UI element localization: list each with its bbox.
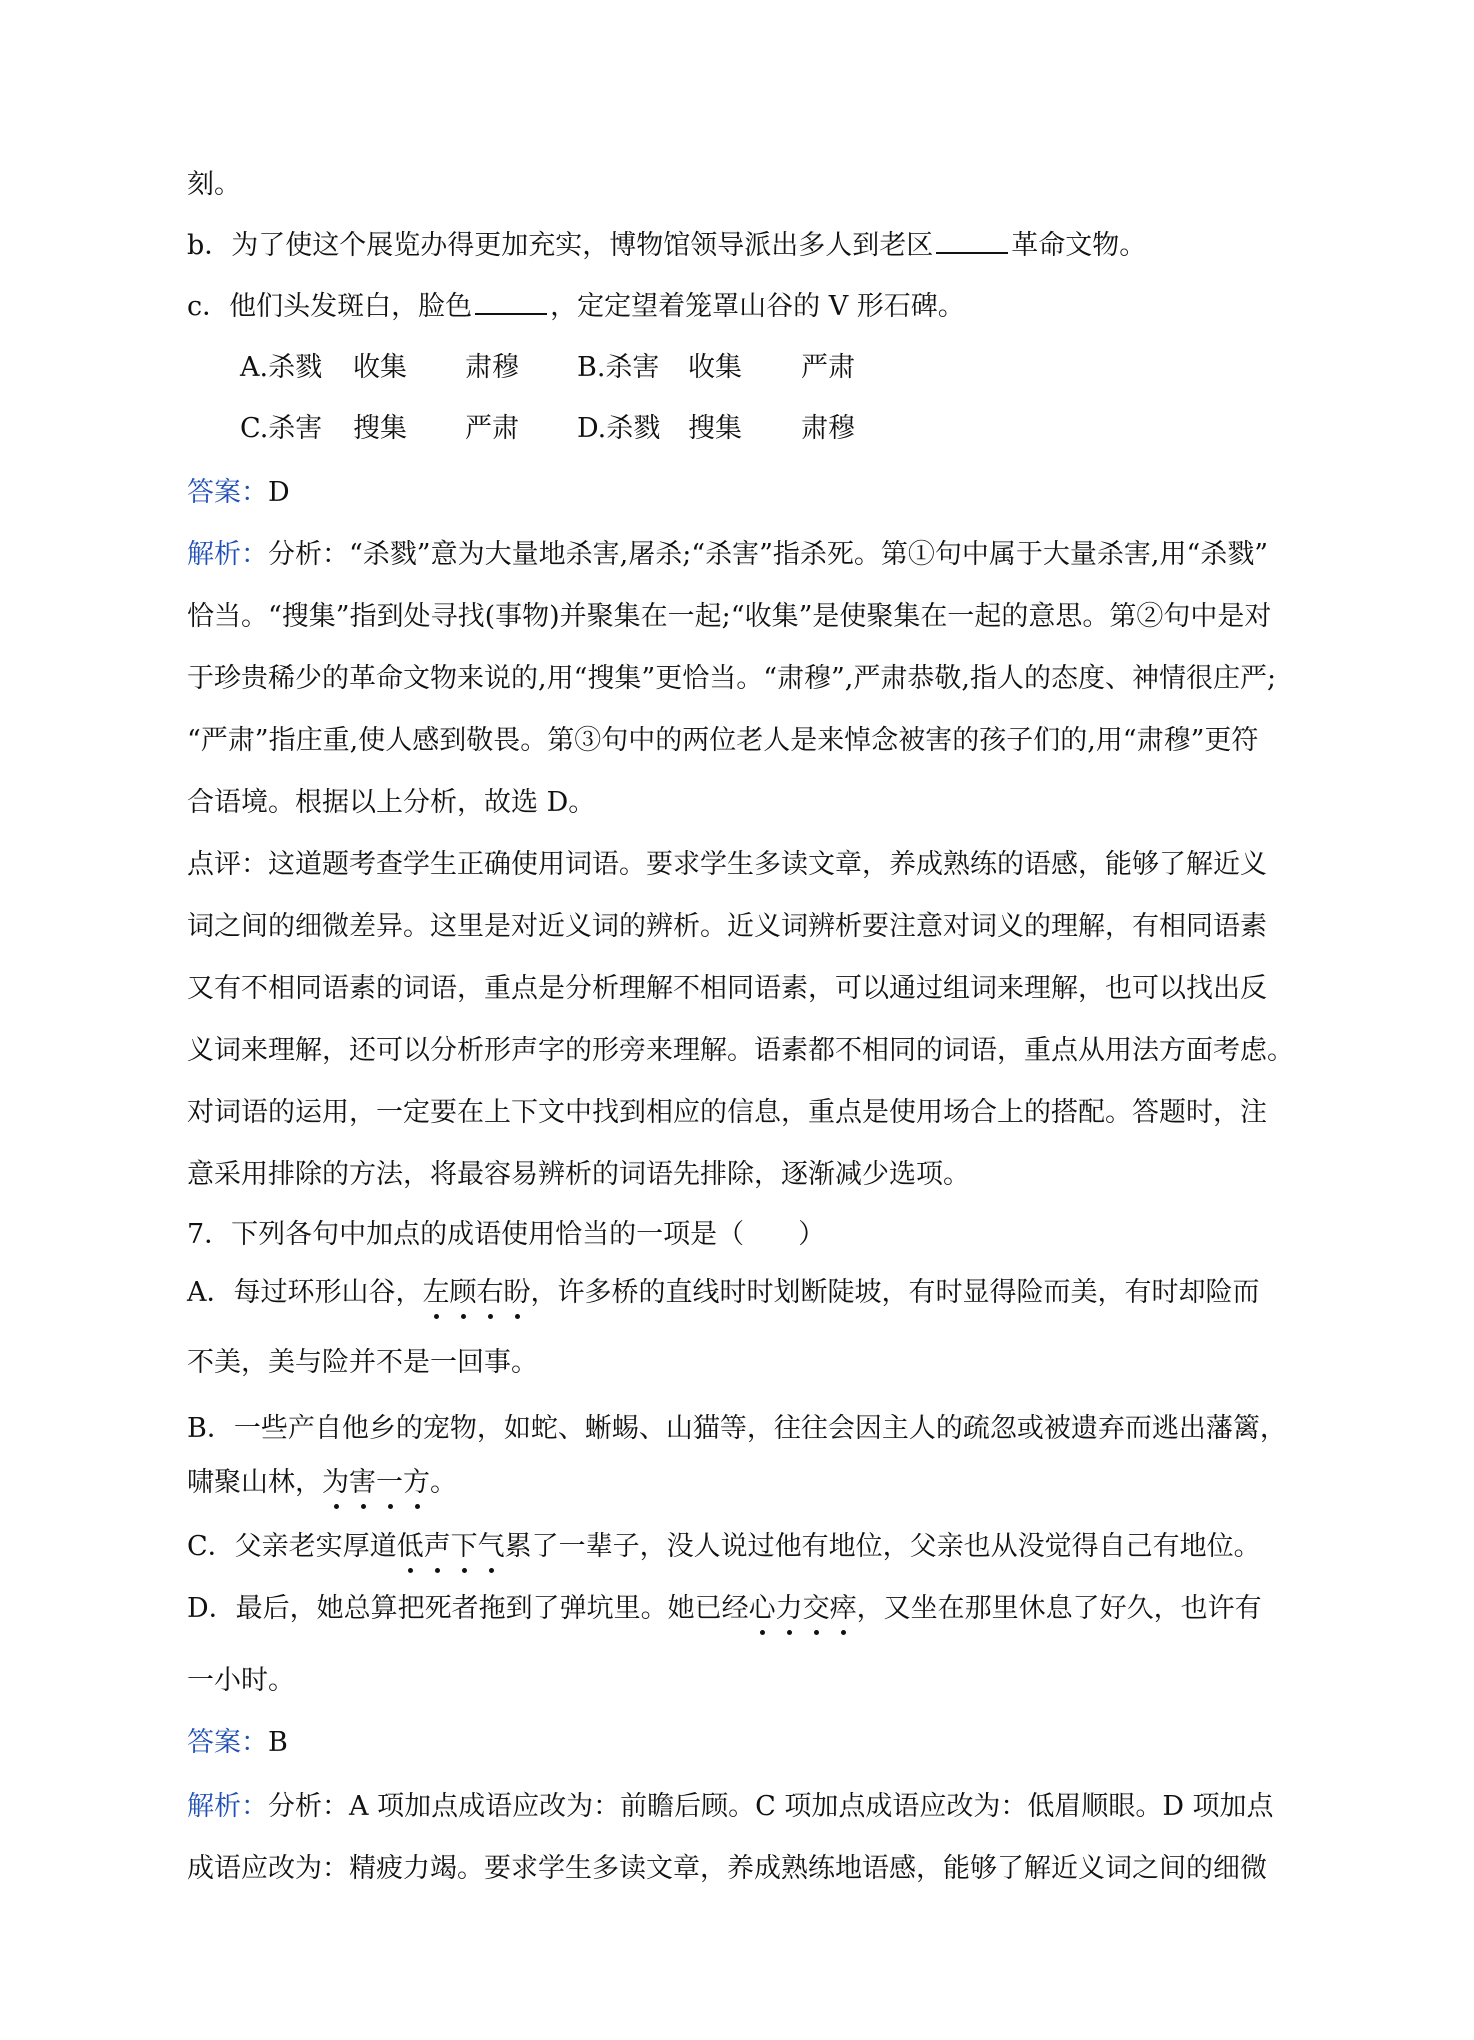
dotted-char: 气 (477, 1531, 505, 1562)
comment-line: 词之间的细微差异。这里是对近义词的辨析。近义词辨析要注意对词义的理解，有相同语素 (187, 911, 1267, 942)
dotted-char: 顾 (449, 1277, 477, 1308)
options-row-1 (240, 351, 940, 385)
question-b-line (187, 228, 1146, 263)
text-fragment: ，许多桥的直线时时划断陡坡，有时显得险而美，有时却险而 (530, 1277, 1260, 1308)
text-fragment: ，又坐在那里休息了好久，也许有 (856, 1593, 1262, 1624)
dotted-char: 一 (376, 1467, 403, 1498)
dotted-char: 力 (775, 1593, 803, 1624)
answer-line (187, 1726, 288, 1760)
dotted-char: 左 (422, 1277, 450, 1308)
text-fragment: 革命文物。 (1011, 230, 1147, 261)
dotted-char: 为 (322, 1467, 349, 1498)
question-c-line (187, 289, 965, 324)
text-fragment: b．为了使这个展览办得更加充实，博物馆领导派出多人到老区 (187, 230, 934, 261)
text-fragment: 累了一辈子，没人说过他有地位，父亲也从没觉得自己有地位。 (504, 1531, 1261, 1562)
dotted-char: 下 (450, 1531, 478, 1562)
text-fragment: 。 (430, 1467, 457, 1498)
fill-blank (936, 228, 1008, 254)
option-text: D.杀戮 (577, 413, 661, 444)
dotted-idiom (322, 1467, 430, 1498)
text-fragment: ，定定望着笼罩山谷的 V 形石碑。 (550, 291, 965, 322)
option-text: B.杀害 (577, 352, 660, 383)
analysis-line: 于珍贵稀少的革命文物来说的,用“搜集”更恰当。“肃穆”,严肃恭敬,指人的态度、神情很庄严; (187, 663, 1277, 694)
analysis-text: 分析：“杀戮”意为大量地杀害,屠杀;“杀害”指杀死。第①句中属于大量杀害,用“杀戮” (268, 539, 1269, 570)
dotted-char: 右 (476, 1277, 504, 1308)
dotted-char: 害 (349, 1467, 376, 1498)
dotted-char: 瘁 (829, 1593, 857, 1624)
analysis-label: 解析： (187, 1791, 268, 1822)
comment-line: 意采用排除的方法，将最容易辨析的词语先排除，逐渐减少选项。 (187, 1159, 970, 1190)
dotted-char: 低 (396, 1531, 424, 1562)
text-line: 刻。 (187, 169, 241, 200)
option-text: 收集 (688, 352, 742, 383)
answer-label: 答案： (187, 1727, 268, 1758)
comment-line: 又有不相同语素的词语，重点是分析理解不相同语素，可以通过组词来理解，也可以找出反 (187, 973, 1267, 1004)
analysis-line: 恰当。“搜集”指到处寻找(事物)并聚集在一起;“收集”是使聚集在一起的意思。第②句中是对 (187, 601, 1272, 632)
option-a-line-2: 不美，美与险并不是一回事。 (187, 1347, 538, 1378)
text-fragment: C．父亲老实厚道 (187, 1531, 397, 1562)
option-text: 肃穆 (801, 413, 855, 444)
dotted-char: 心 (748, 1593, 776, 1624)
dotted-char: 盼 (503, 1277, 531, 1308)
comment-line: 点评：这道题考查学生正确使用词语。要求学生多读文章，养成熟练的语感，能够了解近义 (187, 849, 1267, 880)
option-text: 严肃 (801, 352, 855, 383)
analysis-line (187, 538, 1268, 572)
option-c-line (187, 1530, 1261, 1564)
answer-line (187, 476, 290, 510)
option-text: 搜集 (353, 413, 407, 444)
comment-line: 对词语的运用，一定要在上下文中找到相应的信息，重点是使用场合上的搭配。答题时，注 (187, 1097, 1267, 1128)
option-a-line (187, 1276, 1260, 1310)
analysis-line (187, 1790, 1274, 1824)
answer-value: D (268, 477, 290, 508)
option-text: A.杀戮 (240, 352, 323, 383)
text-fragment: A．每过环形山谷， (187, 1277, 423, 1308)
dotted-char: 交 (802, 1593, 830, 1624)
option-d-line (187, 1592, 1262, 1626)
analysis-text: 分析：A 项加点成语应改为：前瞻后顾。C 项加点成语应改为：低眉顺眼。D 项加点 (268, 1791, 1274, 1822)
analysis-line: 成语应改为：精疲力竭。要求学生多读文章，养成熟练地语感，能够了解近义词之间的细微 (187, 1853, 1267, 1884)
option-b-line-2 (187, 1466, 457, 1500)
answer-label: 答案： (187, 477, 268, 508)
dotted-char: 方 (403, 1467, 430, 1498)
answer-value: B (268, 1727, 288, 1758)
option-b-line: B．一些产自他乡的宠物，如蛇、蜥蜴、山猫等，往往会因主人的疏忽或被遗弃而逃出藩篱， (187, 1413, 1287, 1444)
text-fragment: D．最后，她总算把死者拖到了弹坑里。她已经 (187, 1593, 749, 1624)
text-fragment: c．他们头发斑白，脸色 (187, 291, 473, 322)
option-text: 搜集 (688, 413, 742, 444)
analysis-label: 解析： (187, 539, 268, 570)
fill-blank (475, 289, 547, 315)
options-row-2 (240, 412, 940, 446)
dotted-idiom (423, 1277, 531, 1308)
option-text: 收集 (353, 352, 407, 383)
analysis-line: 合语境。根据以上分析，故选 D。 (187, 787, 596, 818)
question-7-title: 7．下列各句中加点的成语使用恰当的一项是（ ） (187, 1219, 826, 1250)
option-d-line-2: 一小时。 (187, 1665, 295, 1696)
comment-line: 义词来理解，还可以分析形声字的形旁来理解。语素都不相同的词语，重点从用法方面考虑。 (187, 1035, 1294, 1066)
dotted-char: 声 (423, 1531, 451, 1562)
option-text: 肃穆 (465, 352, 519, 383)
option-text: 严肃 (465, 413, 519, 444)
text-fragment: 啸聚山林， (187, 1467, 322, 1498)
option-text: C.杀害 (240, 413, 323, 444)
dotted-idiom (397, 1531, 505, 1562)
analysis-line: “严肃”指庄重,使人感到敬畏。第③句中的两位老人是来悼念被害的孩子们的,用“肃穆”更符 (187, 725, 1259, 756)
dotted-idiom (749, 1593, 857, 1624)
